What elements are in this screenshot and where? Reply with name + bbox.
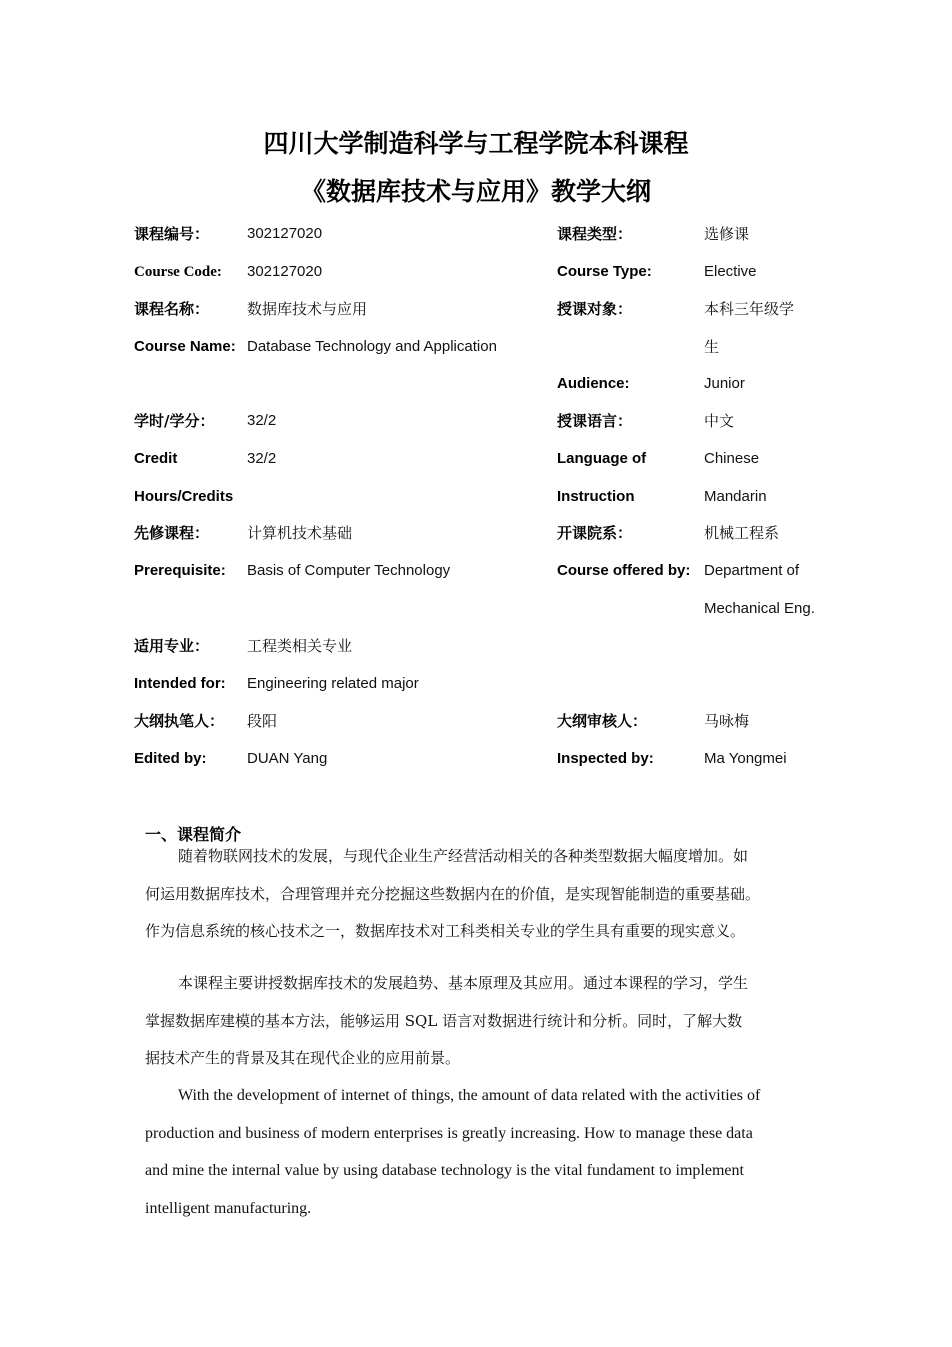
author-cn-label: 大纲执笔人：	[134, 712, 225, 730]
department-en-label: Course offered by:	[557, 562, 691, 579]
course-code-en-value: 302127020	[247, 263, 323, 280]
course-name-cn-value: 数据库技术与应用	[247, 300, 368, 318]
paragraph-line: 据技术产生的背景及其在现代企业的应用前景。	[145, 1049, 461, 1067]
major-en-value: Engineering related major	[247, 675, 419, 692]
course-code-cn-value: 302127020	[247, 225, 323, 242]
course-code-cn-label: 课程编号：	[134, 225, 210, 243]
department-cn-label: 开课院系：	[557, 524, 633, 542]
course-type-cn-value: 选修课	[704, 225, 750, 243]
document-subtitle: 《数据库技术与应用》教学大纲	[300, 177, 651, 206]
course-type-en-value: Elective	[704, 263, 757, 280]
major-cn-value: 工程类相关专业	[247, 637, 353, 655]
prerequisite-cn-label: 先修课程：	[134, 524, 210, 542]
credit-en-value: 32/2	[247, 450, 277, 467]
audience-cn-value-cont: 生	[704, 338, 720, 356]
language-cn-value: 中文	[704, 412, 735, 430]
language-en-value-cont: Mandarin	[704, 488, 767, 505]
language-en-value: Chinese	[704, 450, 760, 467]
intro-paragraph-cn-1	[145, 838, 810, 951]
reviewer-en-value: Ma Yongmei	[704, 750, 787, 767]
course-name-cn-label: 课程名称：	[134, 300, 210, 318]
language-cn-label: 授课语言：	[557, 412, 633, 430]
reviewer-en-label: Inspected by:	[557, 750, 654, 767]
major-en-label: Intended for:	[134, 675, 226, 692]
credit-en-label-cont: Hours/Credits	[134, 488, 234, 505]
credit-en-label: Credit	[134, 450, 178, 467]
paragraph-line: 本课程主要讲授数据库技术的发展趋势、基本原理及其应用。通过本课程的学习，学生	[178, 974, 749, 992]
course-name-en-value: Database Technology and Application	[247, 338, 497, 355]
intro-paragraph-en	[145, 1077, 810, 1227]
author-en-label: Edited by:	[134, 750, 207, 767]
department-cn-value: 机械工程系	[704, 524, 780, 542]
language-en-label-cont: Instruction	[557, 488, 635, 505]
section-heading: 一、课程简介	[145, 825, 242, 844]
paragraph-line: and mine the internal value by using database technology is the vital fundament to implement	[145, 1162, 744, 1179]
document-title: 四川大学制造科学与工程学院本科课程	[263, 129, 689, 158]
audience-cn-value: 本科三年级学	[704, 300, 795, 318]
intro-paragraph-cn-2	[145, 965, 810, 1078]
department-en-value-cont: Mechanical Eng.	[704, 600, 815, 617]
language-en-label: Language of	[557, 450, 647, 467]
reviewer-cn-value: 马咏梅	[704, 712, 750, 730]
paragraph-line: 掌握数据库建模的基本方法，能够运用 SQL 语言对数据进行统计和分析。同时，了解大数	[145, 1011, 743, 1030]
course-code-en-label: Course Code:	[134, 264, 222, 280]
audience-cn-label: 授课对象：	[557, 300, 633, 318]
author-en-value: DUAN Yang	[247, 750, 328, 767]
paragraph-line: 何运用数据库技术，合理管理并充分挖掘这些数据内在的价值，是实现智能制造的重要基础。	[145, 884, 761, 903]
paragraph-line: 作为信息系统的核心技术之一，数据库技术对工科类相关专业的学生具有重要的现实意义。	[145, 922, 746, 940]
audience-en-value: Junior	[704, 375, 745, 392]
course-type-cn-label: 课程类型：	[557, 225, 633, 243]
audience-en-label: Audience:	[557, 375, 630, 392]
major-cn-label: 适用专业：	[134, 637, 210, 655]
paragraph-line: With the development of internet of things, the amount of data related with the activities of	[178, 1087, 761, 1104]
prerequisite-en-label: Prerequisite:	[134, 562, 226, 579]
course-name-en-label: Course Name:	[134, 338, 236, 355]
paragraph-line: production and business of modern enterprises is greatly increasing. How to manage these data	[145, 1124, 753, 1142]
paragraph-line: 随着物联网技术的发展，与现代企业生产经营活动相关的各种类型数据大幅度增加。如	[178, 847, 749, 865]
prerequisite-cn-value: 计算机技术基础	[247, 524, 353, 542]
prerequisite-en-value: Basis of Computer Technology	[247, 562, 451, 579]
credit-cn-label: 学时/学分：	[134, 412, 215, 430]
author-cn-value: 段阳	[247, 712, 278, 730]
course-type-en-label: Course Type:	[557, 263, 652, 280]
department-en-value: Department of	[704, 562, 800, 579]
credit-cn-value: 32/2	[247, 412, 277, 429]
paragraph-line: intelligent manufacturing.	[145, 1199, 312, 1217]
reviewer-cn-label: 大纲审核人：	[557, 712, 648, 730]
